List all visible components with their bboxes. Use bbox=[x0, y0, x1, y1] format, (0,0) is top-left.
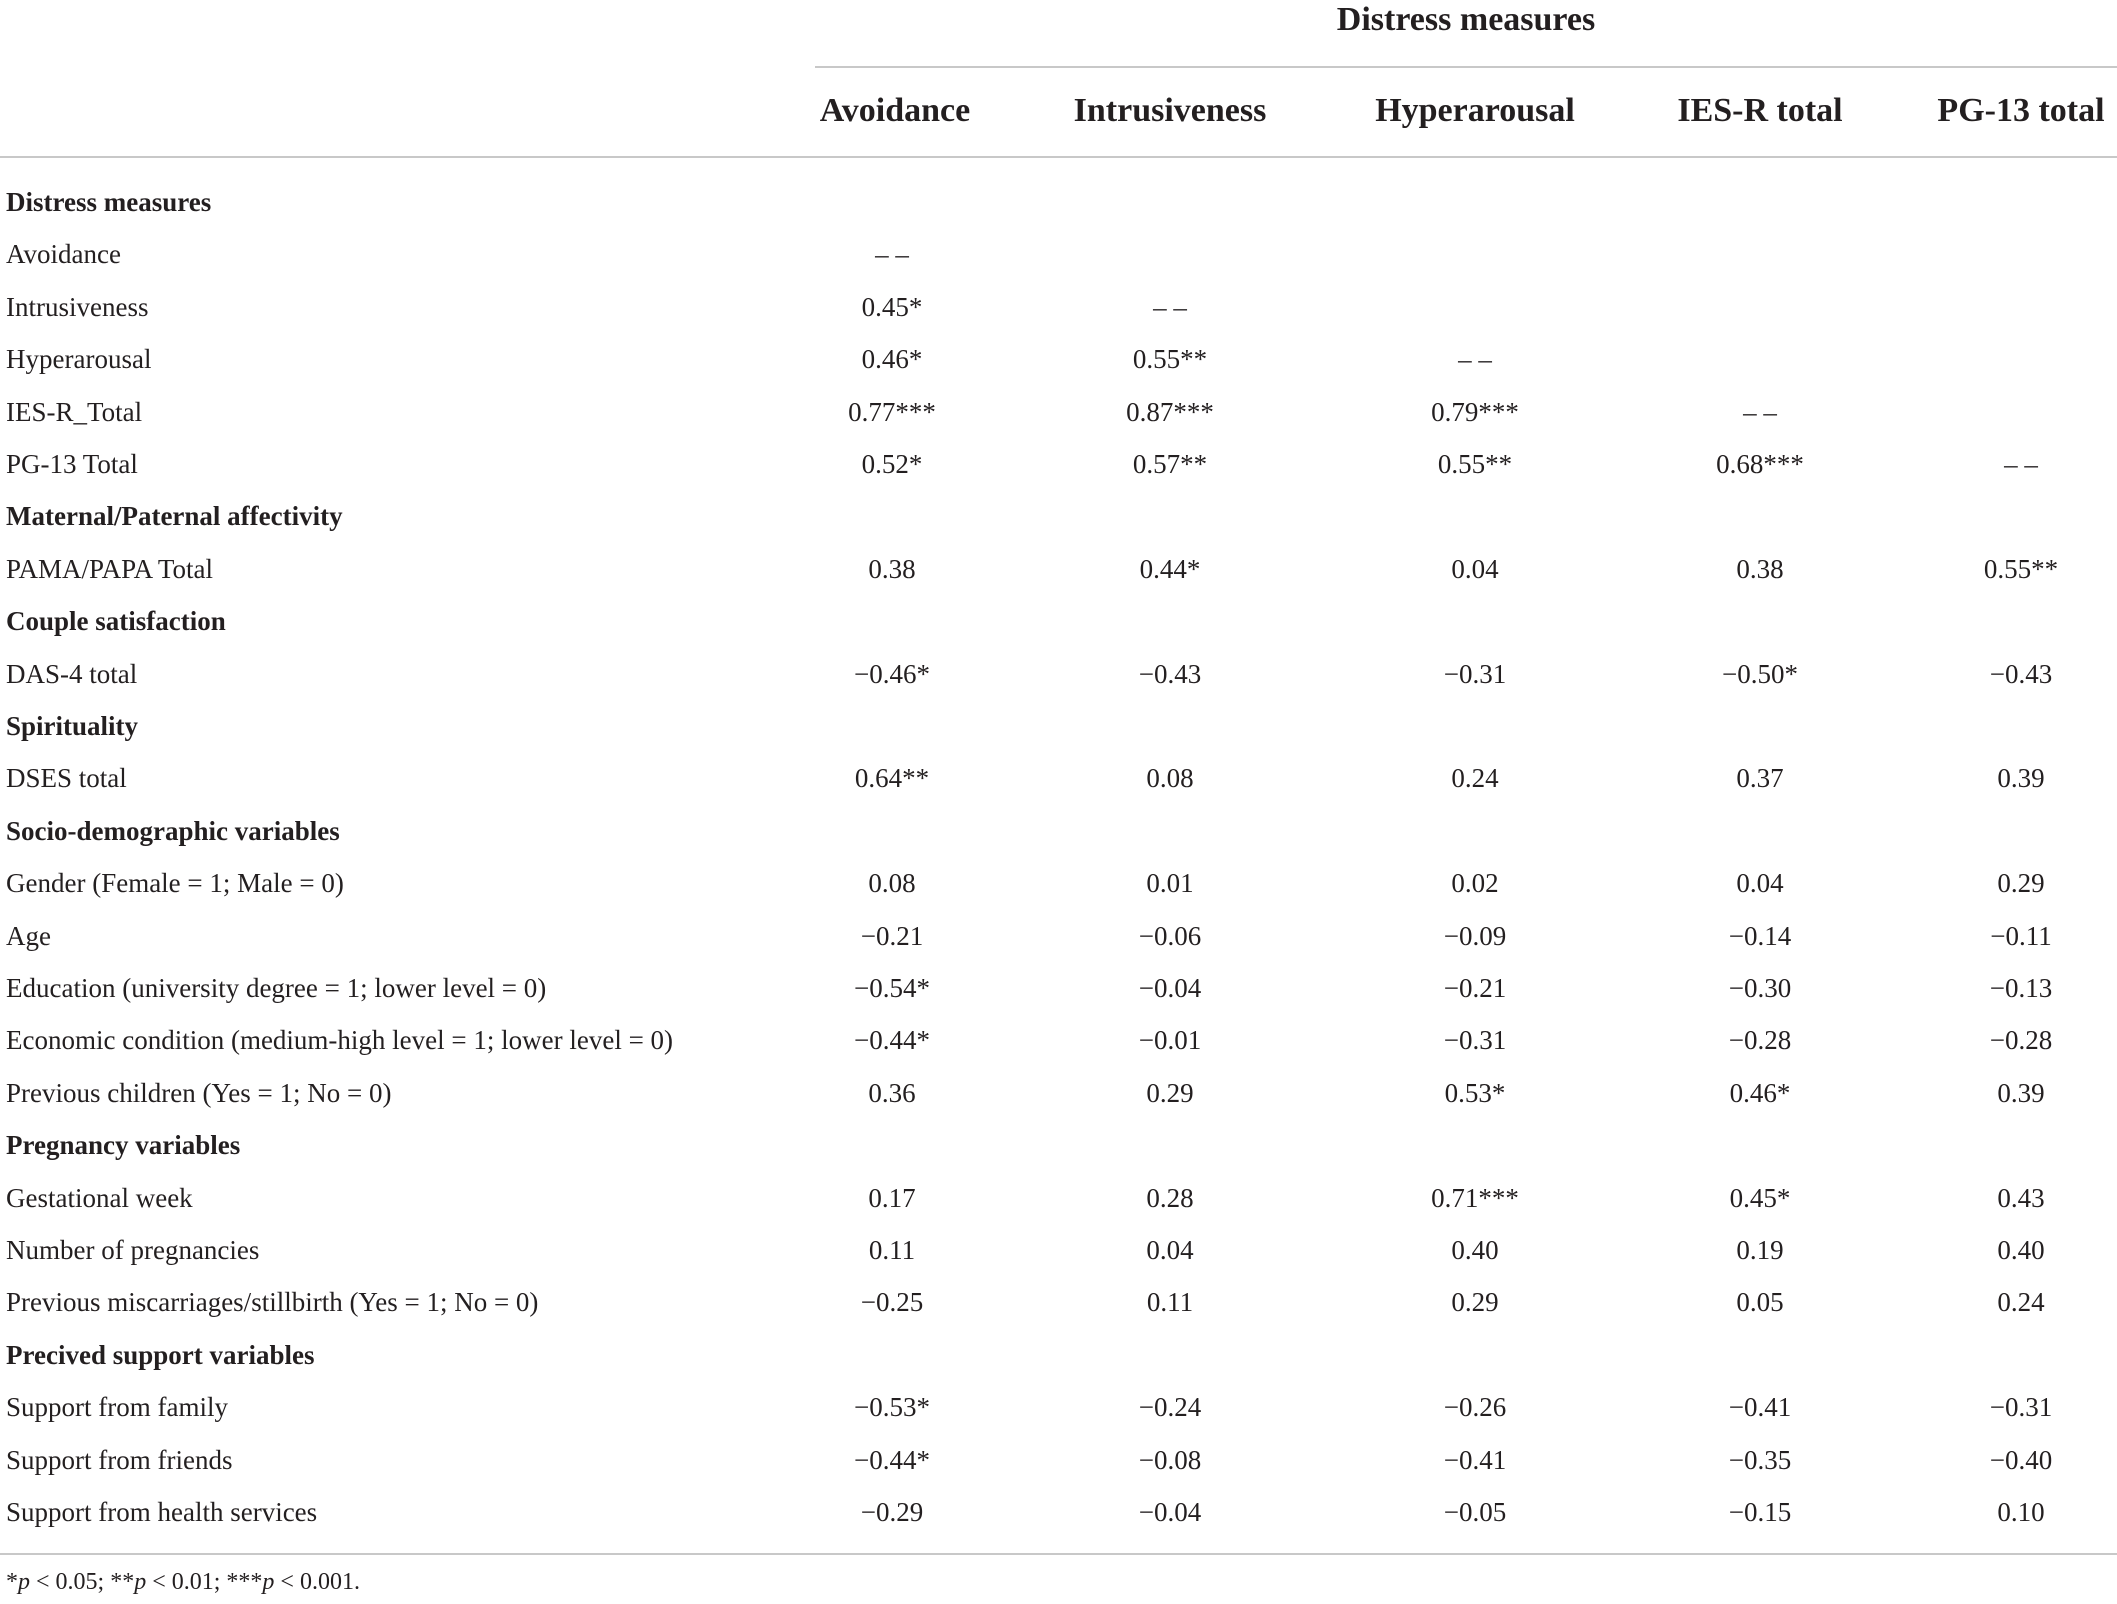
footnote-p2: p bbox=[134, 1569, 147, 1595]
table-cell: 0.19 bbox=[1736, 1235, 1784, 1265]
table-cell: −0.24 bbox=[1138, 1392, 1202, 1423]
table-cell: 0.39 bbox=[1997, 1077, 2045, 1108]
column-header-hyperarousal: Hyperarousal bbox=[1375, 92, 1575, 129]
table-cell: −0.28 bbox=[1728, 1025, 1792, 1056]
table-cell: 0.77*** bbox=[848, 396, 936, 427]
footnote-lead: * bbox=[6, 1569, 18, 1595]
table-cell: −0.01 bbox=[1138, 1025, 1202, 1056]
table-cell: −0.21 bbox=[1443, 973, 1507, 1003]
table-row bbox=[0, 333, 2117, 385]
table-cell: 0.29 bbox=[1451, 1287, 1499, 1318]
row-label: Gender (Female = 1; Male = 0) bbox=[6, 868, 344, 899]
row-label: Previous miscarriages/stillbirth (Yes = 1; No = 0) bbox=[6, 1287, 539, 1318]
table-cell: −0.14 bbox=[1728, 920, 1792, 951]
table-cell: −0.08 bbox=[1138, 1444, 1202, 1475]
table-cell: 0.55** bbox=[1437, 449, 1513, 479]
section-label: Socio-demographic variables bbox=[6, 815, 340, 846]
footnote-p3: p bbox=[262, 1569, 275, 1595]
table-row bbox=[0, 1014, 2117, 1066]
table-cell: −0.29 bbox=[860, 1497, 924, 1527]
table-cell: 0.38 bbox=[868, 553, 916, 584]
table-cell: 0.04 bbox=[1736, 868, 1784, 899]
table-cell: −0.13 bbox=[1989, 973, 2053, 1003]
column-header-intrusiveness: Intrusiveness bbox=[1073, 92, 1267, 129]
table-cell: −0.05 bbox=[1443, 1497, 1507, 1527]
row-label: Hyperarousal bbox=[6, 344, 152, 375]
table-cell: 0.40 bbox=[1451, 1235, 1499, 1265]
footnote-t2: < 0.01; *** bbox=[146, 1569, 263, 1595]
row-label: Previous children (Yes = 1; No = 0) bbox=[6, 1077, 392, 1108]
row-label: Avoidance bbox=[6, 239, 121, 270]
table-row bbox=[0, 1434, 2117, 1486]
section-label: Spirituality bbox=[6, 711, 139, 741]
table-cell: −0.28 bbox=[1989, 1025, 2053, 1056]
row-label: PG-13 Total bbox=[6, 449, 138, 479]
table-cell: −0.31 bbox=[1989, 1392, 2053, 1423]
table-cell: 0.44* bbox=[1139, 553, 1201, 584]
section-row bbox=[0, 176, 2117, 228]
row-label: Gestational week bbox=[6, 1182, 193, 1213]
table-cell: 0.52* bbox=[861, 449, 923, 479]
table-cell: 0.11 bbox=[1146, 1287, 1194, 1318]
table-cell: −0.35 bbox=[1728, 1444, 1792, 1475]
row-label: Support from family bbox=[6, 1392, 228, 1423]
table-cell: −0.30 bbox=[1728, 973, 1792, 1003]
section-label: Precived support variables bbox=[6, 1339, 315, 1370]
table-cell: 0.37 bbox=[1736, 763, 1784, 794]
table-cell: 0.10 bbox=[1997, 1497, 2045, 1527]
table-cell: 0.55** bbox=[1132, 344, 1208, 375]
table-cell: 0.29 bbox=[1146, 1077, 1194, 1108]
table-row bbox=[0, 1224, 2117, 1276]
table-cell: 0.08 bbox=[1146, 763, 1194, 794]
section-label: Couple satisfaction bbox=[6, 606, 226, 637]
table-cell: 0.28 bbox=[1146, 1182, 1194, 1213]
table-cell: – – bbox=[1458, 344, 1492, 375]
table-row bbox=[0, 1276, 2117, 1328]
table-cell: −0.04 bbox=[1138, 973, 1202, 1003]
table-row bbox=[0, 386, 2117, 438]
table-cell: −0.53* bbox=[854, 1392, 930, 1423]
table-cell: 0.17 bbox=[868, 1182, 916, 1213]
table-cell: −0.06 bbox=[1138, 920, 1202, 951]
table-cell: −0.31 bbox=[1443, 658, 1507, 689]
row-label: DAS-4 total bbox=[6, 658, 138, 689]
table-cell: 0.11 bbox=[868, 1235, 916, 1265]
table-cell: 0.04 bbox=[1451, 553, 1499, 584]
table-cell: 0.01 bbox=[1146, 868, 1194, 899]
table-row bbox=[0, 543, 2117, 595]
row-label: Economic condition (medium-high level = 1; lower level = 0) bbox=[6, 1025, 674, 1056]
footnote-t3: < 0.001. bbox=[274, 1569, 360, 1595]
row-label: Number of pregnancies bbox=[6, 1235, 260, 1265]
table-cell: 0.02 bbox=[1451, 868, 1499, 899]
table-cell: −0.40 bbox=[1989, 1444, 2053, 1475]
table-cell: – – bbox=[2004, 449, 2038, 479]
table-cell: 0.46* bbox=[1729, 1077, 1791, 1108]
table-row bbox=[0, 962, 2117, 1014]
table-cell: – – bbox=[1153, 291, 1187, 322]
table-cell: −0.44* bbox=[854, 1025, 930, 1056]
table-cell: – – bbox=[1743, 396, 1777, 427]
table-cell: 0.29 bbox=[1997, 868, 2045, 899]
section-row bbox=[0, 1119, 2117, 1171]
table-row bbox=[0, 857, 2117, 909]
column-header-avoidance: Avoidance bbox=[819, 92, 971, 129]
table-cell: 0.55** bbox=[1983, 553, 2059, 584]
table-cell: −0.09 bbox=[1443, 920, 1507, 951]
table-cell: 0.46* bbox=[861, 344, 923, 375]
table-cell: 0.24 bbox=[1451, 763, 1499, 794]
table-cell: −0.41 bbox=[1443, 1444, 1507, 1475]
column-header-pg-13-total: PG-13 total bbox=[1937, 92, 2105, 129]
table-cell: −0.04 bbox=[1138, 1497, 1202, 1527]
table-row bbox=[0, 281, 2117, 333]
table-cell: 0.38 bbox=[1736, 553, 1784, 584]
table-cell: 0.08 bbox=[868, 868, 916, 899]
row-label: Support from friends bbox=[6, 1444, 233, 1475]
row-label: DSES total bbox=[6, 763, 127, 794]
table-cell: 0.64** bbox=[854, 763, 930, 794]
table-row bbox=[0, 1067, 2117, 1119]
significance-footnote bbox=[6, 1566, 360, 1598]
table-row bbox=[0, 1486, 2117, 1538]
row-label: Support from health services bbox=[6, 1497, 318, 1527]
footnote-p1: p bbox=[18, 1569, 30, 1595]
table-cell: 0.04 bbox=[1146, 1235, 1194, 1265]
row-label: PAMA/PAPA Total bbox=[6, 553, 213, 584]
column-header-ies-r-total: IES-R total bbox=[1677, 92, 1843, 129]
section-label: Distress measures bbox=[6, 187, 212, 217]
table-cell: −0.41 bbox=[1728, 1392, 1792, 1423]
table-cell: −0.44* bbox=[854, 1444, 930, 1475]
table-row bbox=[0, 1172, 2117, 1224]
row-label: Education (university degree = 1; lower level = 0) bbox=[6, 973, 547, 1003]
table-cell: −0.15 bbox=[1728, 1497, 1792, 1527]
table-cell: −0.43 bbox=[1989, 658, 2053, 689]
table-cell: 0.45* bbox=[861, 291, 923, 322]
table-row bbox=[0, 910, 2117, 962]
table-cell: −0.50* bbox=[1722, 658, 1798, 689]
table-cell: 0.40 bbox=[1997, 1235, 2045, 1265]
table-cell: – – bbox=[875, 239, 909, 270]
table-row bbox=[0, 228, 2117, 280]
table-cell: −0.11 bbox=[1990, 920, 2052, 951]
table-cell: −0.25 bbox=[860, 1287, 924, 1318]
table-cell: 0.87*** bbox=[1126, 396, 1214, 427]
table-row bbox=[0, 648, 2117, 700]
section-label: Maternal/Paternal affectivity bbox=[6, 501, 343, 532]
table-cell: 0.79*** bbox=[1431, 396, 1519, 427]
row-label: IES-R_Total bbox=[6, 396, 143, 427]
table-cell: −0.43 bbox=[1138, 658, 1202, 689]
spanner-rule bbox=[815, 66, 2117, 68]
table-cell: −0.21 bbox=[860, 920, 924, 951]
table-cell: 0.45* bbox=[1729, 1182, 1791, 1213]
table-row bbox=[0, 438, 2117, 490]
table-cell: −0.31 bbox=[1443, 1025, 1507, 1056]
table-cell: 0.71*** bbox=[1431, 1182, 1519, 1213]
table-cell: 0.36 bbox=[868, 1077, 916, 1108]
table-cell: 0.39 bbox=[1997, 763, 2045, 794]
table-cell: −0.26 bbox=[1443, 1392, 1507, 1423]
table-cell: 0.24 bbox=[1997, 1287, 2045, 1318]
table-cell: 0.43 bbox=[1997, 1182, 2045, 1213]
section-row bbox=[0, 700, 2117, 752]
table-cell: 0.57** bbox=[1132, 449, 1208, 479]
table-cell: 0.53* bbox=[1444, 1077, 1506, 1108]
table-cell: −0.46* bbox=[854, 658, 930, 689]
row-label: Intrusiveness bbox=[6, 291, 149, 322]
table-row bbox=[0, 1381, 2117, 1433]
section-row bbox=[0, 595, 2117, 647]
footnote-t1: < 0.05; ** bbox=[30, 1569, 135, 1595]
table-row bbox=[0, 752, 2117, 804]
footer-rule bbox=[0, 1553, 2117, 1555]
section-label: Pregnancy variables bbox=[6, 1130, 241, 1161]
section-row bbox=[0, 805, 2117, 857]
table-cell: −0.54* bbox=[854, 973, 930, 1003]
section-row bbox=[0, 1329, 2117, 1381]
spanner-header: Distress measures bbox=[1336, 1, 1596, 38]
table-cell: 0.68*** bbox=[1716, 449, 1804, 479]
row-label: Age bbox=[6, 920, 51, 951]
section-row bbox=[0, 490, 2117, 542]
table-cell: 0.05 bbox=[1736, 1287, 1784, 1318]
header-rule bbox=[0, 156, 2117, 158]
